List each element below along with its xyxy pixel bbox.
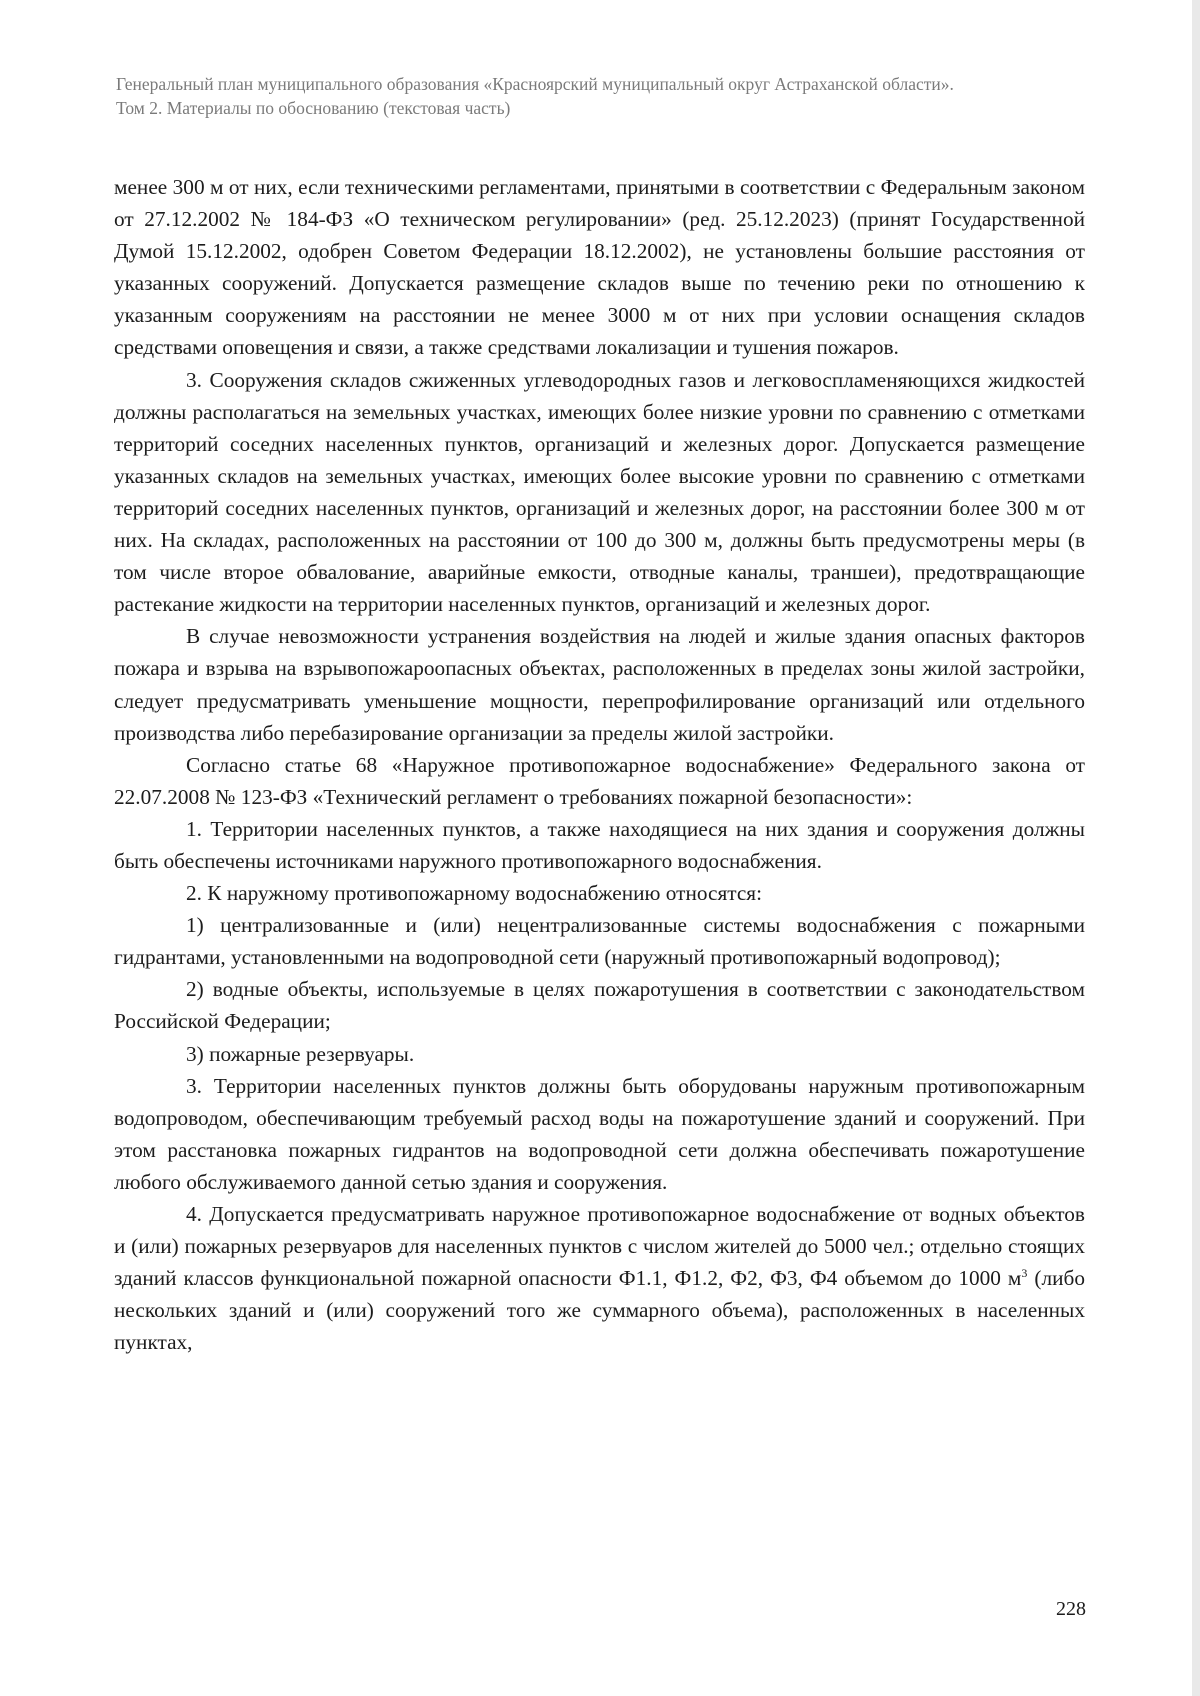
running-header <box>116 72 1086 120</box>
paragraph-item-3-storage: 3. Сооружения складов сжиженных углеводородных газов и легковоспламеняющихся жидкостей должны располагаться на земельных участках, имеющих более низкие уровни по сравнению с отметками территорий соседних населенных пунктов, организаций и железных дорог. Допускается размещение указанных складов на земельных участках, имеющих более высокие уровни по сравнению с отметками территорий соседних населенных пунктов, организаций и железных дорог, на расстоянии более 300 м от них. На складах, расположенных на расстоянии от 100 до 300 м, должны быть предусмотрены меры (в том числе второе обвалование, аварийные емкости, отводные каналы, траншеи), предотвращающие растекание жидкости на территории населенных пунктов, организаций и железных дорог. <box>114 367 1085 617</box>
paragraph-subitem-3-reservoirs: 3) пожарные резервуары. <box>186 1041 415 1066</box>
paragraph-item-1-territories: 1. Территории населенных пунктов, а также находящиеся на них здания и сооружения должны быть обеспечены источниками наружного противопожарного водоснабжения. <box>114 816 1085 873</box>
paragraph-item-4-text-a: 4. Допускается предусматривать наружное противопожарное водоснабжение от водных объектов и (или) пожарных резервуаров для населенных пунктов с числом жителей до 5000 чел.; отдельно стоящих зданий классов функциональной пожарной опасности Ф1.1, Ф1.2, Ф2, Ф3, Ф4 объемом до 1000 м <box>114 1202 1085 1291</box>
paragraph-item-2-water-supply: 2. К наружному противопожарному водоснабжению относятся: <box>186 881 763 906</box>
body-text <box>114 171 1085 1358</box>
header-line-1: Генеральный план муниципального образования «Красноярский муниципальный округ Астраханской области». <box>116 74 954 94</box>
header-line-2: Том 2. Материалы по обоснованию (текстовая часть) <box>116 98 511 118</box>
superscript-cubic: 3 <box>1021 1266 1028 1281</box>
paragraph-hazard-mitigation: В случае невозможности устранения воздействия на людей и жилые здания опасных факторов пожара и взрыва на взрывопожароопасных объектах, расположенных в пределах зоны жилой застройки, следует предусматривать уменьшение мощности, перепрофилирование организаций или отдельного производства либо перебазирование организации за пределы жилой застройки. <box>114 624 1085 745</box>
paragraph-item-4-text-b: (либо нескольких зданий и (или) сооружений того же суммарного объема), расположенных в населенных пунктах, <box>114 1266 1085 1355</box>
page-number: 228 <box>1056 1598 1086 1620</box>
paragraph-subitem-2-water-bodies: 2) водные объекты, используемые в целях пожаротушения в соответствии с законодательством Российской Федерации; <box>114 977 1085 1034</box>
paragraph-article-68-intro: Согласно статье 68 «Наружное противопожарное водоснабжение» Федерального закона от 22.07.2008 № 123-ФЗ «Технический регламент о требованиях пожарной безопасности»: <box>114 752 1085 809</box>
paragraph-continuation: менее 300 м от них, если техническими регламентами, принятыми в соответствии с Федеральным законом от 27.12.2002 № 184-ФЗ «О техническом регулировании» (ред. 25.12.2023) (принят Государственной Думой 15.12.2002, одобрен Советом Федерации 18.12.2002), не установлены большие расстояния от указанных сооружений. Допускается размещение складов выше по течению реки по отношению к указанным сооружениям на расстоянии не менее 3000 м от них при условии оснащения складов средствами оповещения и связи, а также средствами локализации и тушения пожаров. <box>114 175 1085 360</box>
paragraph-subitem-1-systems: 1) централизованные и (или) нецентрализованные системы водоснабжения с пожарными гидрантами, установленными на водопроводной сети (наружный противопожарный водопровод); <box>114 913 1085 970</box>
paragraph-item-3-water-pipeline: 3. Территории населенных пунктов должны быть оборудованы наружным противопожарным водопроводом, обеспечивающим требуемый расход воды на пожаротушение зданий и сооружений. При этом расстановка пожарных гидрантов на водопроводной сети должна обеспечивать пожаротушение любого обслуживаемого данной сетью здания и сооружения. <box>114 1073 1085 1194</box>
paragraph-item-4-exceptions <box>114 1198 1085 1358</box>
